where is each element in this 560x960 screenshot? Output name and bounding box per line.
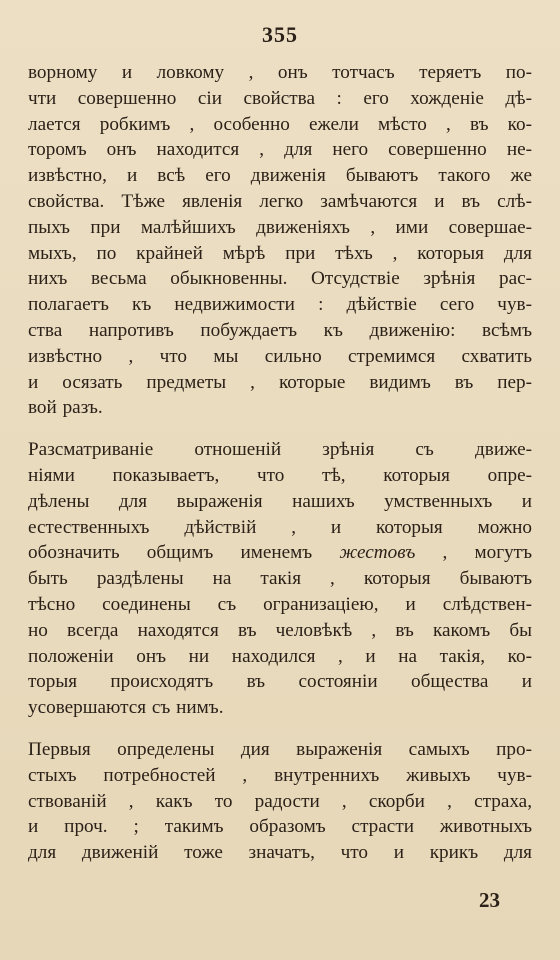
- body-text: [28, 60, 532, 866]
- text-line: ніями показываетъ, что тѣ, которыя опре-: [28, 464, 532, 486]
- text-line: торыя происходятъ въ состояніи общества и: [28, 671, 532, 693]
- text-line: извѣстно, и всѣ его движенія бываютъ такого же: [28, 165, 532, 187]
- text-line: естественныхъ дѣйствій , и которыя можно: [28, 516, 532, 538]
- text-line: Первыя определены дия выраженія самыхъ про-: [28, 738, 532, 760]
- text-line: для движеній тоже значатъ, что и крикъ для: [28, 842, 532, 864]
- paragraph-3: [28, 737, 532, 866]
- text-line-with-emphasis: [28, 540, 532, 566]
- emphasized-term: жестовъ: [339, 542, 416, 564]
- text-line: вой разъ.: [28, 397, 103, 419]
- text-segment: , могутъ: [415, 542, 532, 564]
- text-line: Разсматриваніе отношеній зрѣнія съ движе-: [28, 439, 532, 461]
- text-line: положеніи онъ ни находился , и на такія, ко-: [28, 645, 532, 667]
- text-line: тѣсно соединены съ огранизаціею, и слѣдствен-: [28, 593, 532, 615]
- text-segment: обозначить общимъ именемъ: [28, 542, 340, 564]
- text-line: свойства. Тѣже явленія легко замѣчаются и въ слѣ-: [28, 190, 532, 212]
- paragraph-1: [28, 60, 532, 421]
- text-line: дѣлены для выраженія нашихъ умственныхъ и: [28, 490, 532, 512]
- text-line: и осязать предметы , которые видимъ въ пер-: [28, 371, 532, 393]
- text-line: но всегда находятся въ человѣкѣ , въ какомъ бы: [28, 619, 532, 641]
- paragraph-2: [28, 437, 532, 721]
- text-line: лается робкимъ , особенно ежели мѣсто , въ ко-: [28, 113, 532, 135]
- text-line: чти совершенно сіи свойства : его хожденіе дѣ-: [28, 87, 532, 109]
- text-line: и проч. ; такимъ образомъ страсти животныхъ: [28, 816, 532, 838]
- text-line: ства напротивъ побуждаетъ къ движенію: всѣмъ: [28, 319, 532, 341]
- text-line: быть раздѣлены на такія , которыя бываютъ: [28, 568, 532, 590]
- page-number: 355: [262, 22, 298, 47]
- text-line: усовершаются съ нимъ.: [28, 697, 224, 719]
- text-line: нихъ весьма обыкновенны. Отсудствіе зрѣнія рас-: [28, 268, 532, 290]
- text-line: полагаетъ къ недвижимости : дѣйствіе сего чув-: [28, 294, 532, 316]
- text-line: извѣстно , что мы сильно стремимся схватить: [28, 345, 532, 367]
- text-line: торомъ онъ находится , для него совершенно не-: [28, 139, 532, 161]
- text-line: мыхъ, по крайней мѣрѣ при тѣхъ , которыя для: [28, 242, 532, 264]
- signature-mark: 23: [479, 888, 500, 912]
- text-line: стыхъ потребностей , внутреннихъ живыхъ чув-: [28, 764, 532, 786]
- text-line: ворному и ловкому , онъ тотчасъ теряетъ по-: [28, 62, 532, 83]
- text-line: пыхъ при малѣйшихъ движеніяхъ , ими совершае-: [28, 216, 532, 238]
- text-line: ствованій , какъ то радости , скорби , страха,: [28, 790, 532, 812]
